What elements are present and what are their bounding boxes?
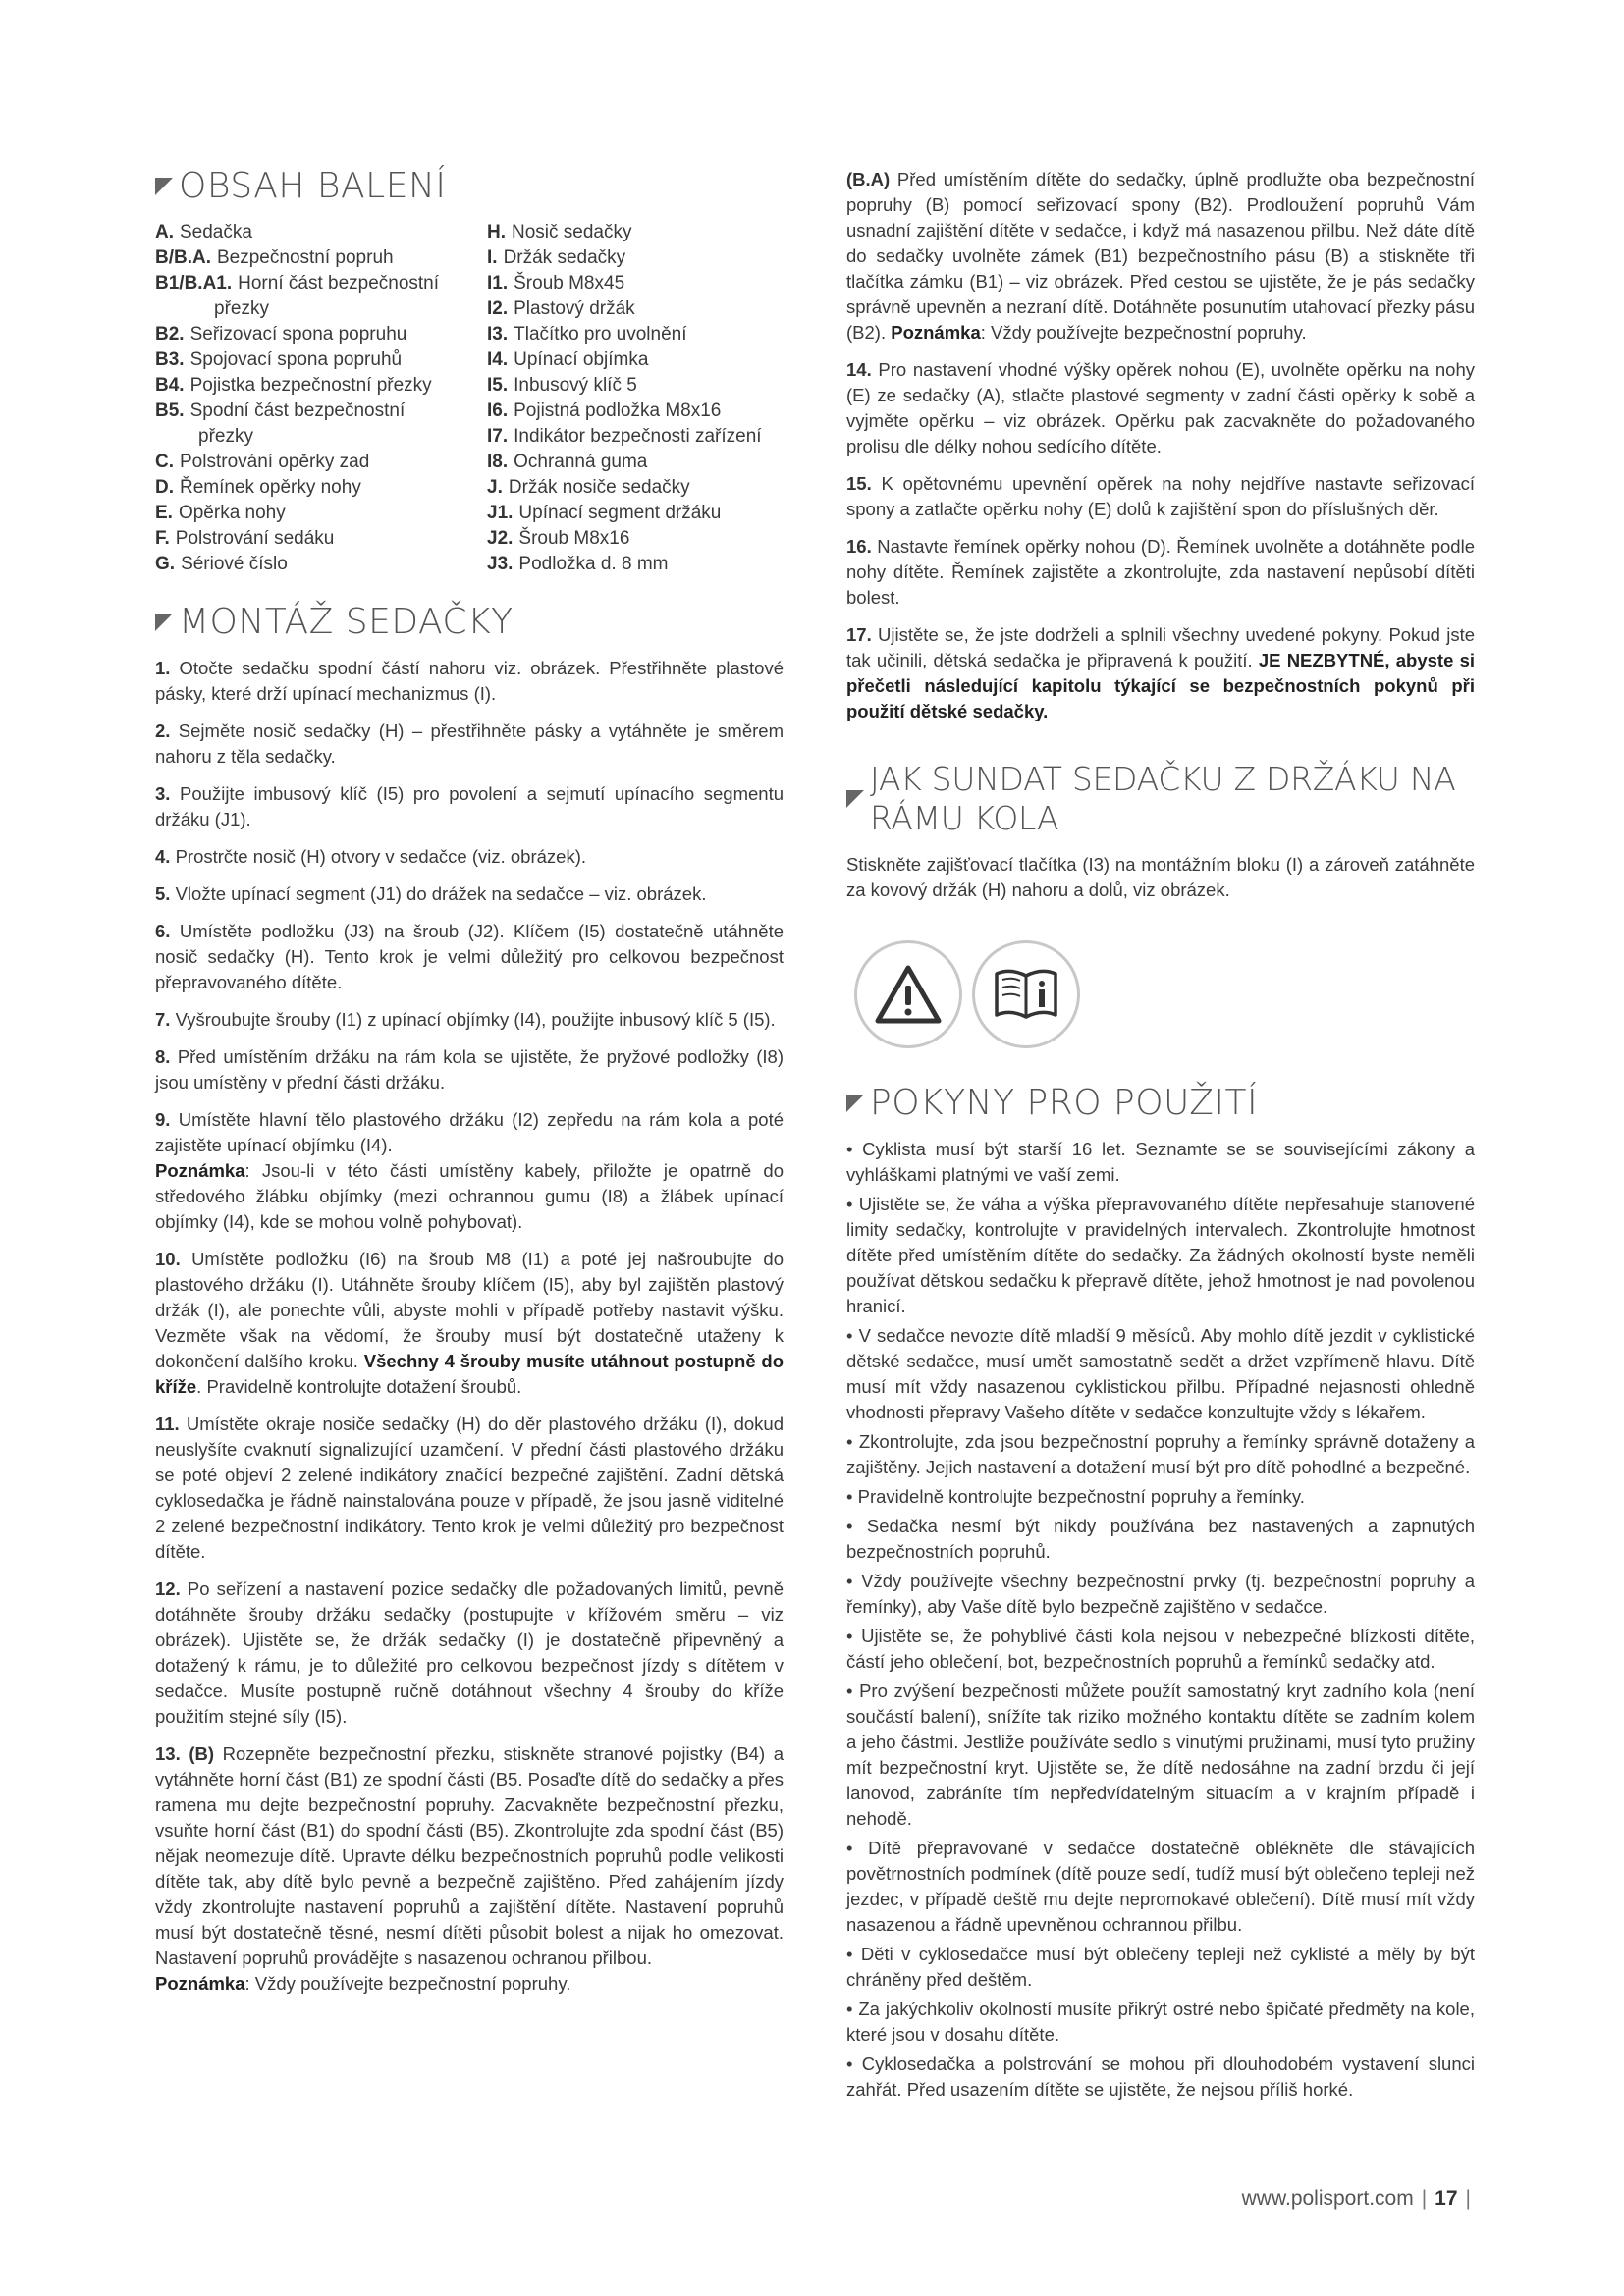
list-item: H. Nosič sedačky [487,222,632,242]
left-column [155,167,784,2008]
list-item: • Za jakýchkoliv okolností musíte přikrýt ostré nebo špičaté předměty na kole, které jsou v dosahu dítěte. [846,1999,1475,2045]
triangle-bullet-icon [846,1095,864,1112]
list-item: I1. Šroub M8x45 [487,273,625,294]
list-item: F. Polstrování sedáku [155,528,335,549]
contents-heading: OBSAH BALENÍ [155,167,784,206]
list-item: B1/B.A1. Horní část bezpečnostní [155,273,440,294]
list-item: • Sedačka nesmí být nikdy používána bez nastavených a zapnutých bezpečnostních popruhů. [846,1516,1475,1562]
list-item: I2. Plastový držák [487,298,635,319]
step-4: 4. Prostrčte nosič (H) otvory v sedačce (viz. obrázek). [155,846,587,867]
list-item: • Pro zvýšení bezpečnosti můžete použít samostatný kryt zadního kola (není součástí balení), snížíte tak riziko možného kontaktu dítěte se zadním kolem a jeho částmi. Jestliže používáte sedlo s vinutými pružinami, musí tyto pružiny mít bezpečnostní kryt. Ujistěte se, že dítě nedosáhne na zadní brzdu či její lanovod, zabráníte tím nepředvídatelným situacím a v krajním případě i nehodě. [846,1681,1475,1829]
contents-list-left [155,220,487,577]
list-item: • Zkontrolujte, zda jsou bezpečnostní popruhy a řemínky správně dotaženy a zajištěny. Jejich nastavení a dotažení musí být pro dítě pohodlné a bezpečné. [846,1431,1475,1477]
step-2: 2. Sejměte nosič sedačky (H) – přestřihněte pásky a vytáhněte je směrem nahoru z těla sedačky. [155,721,784,767]
assembly-heading: MONTÁŽ SEDAČKY [155,603,784,642]
usage-heading: POKYNY PRO POUŽITÍ [846,1084,1475,1123]
footer-separator: | [1465,2187,1471,2210]
step-16: 16. Nastavte řemínek opěrky nohou (D). Řemínek uvolněte a dotáhněte podle nohy dítěte. Řemínek zajistěte a zkontrolujte, zda nastavení nepůsobí dítěti bolest. [846,536,1475,608]
contents-list [155,220,784,577]
step-14: 14. Pro nastavení vhodné výšky opěrek nohou (E), uvolněte opěrku na nohy (E) ze sedačky (A), stlačte plastové segmenty v zadní části opěrky k sobě a vyjměte opěrku – viz obrázek. Opěrku pak zacvakněte do požadovaného prolisu dle délky nohou sedícího dítěte. [846,359,1476,456]
list-item: J1. Upínací segment držáku [487,503,722,523]
list-item: I4. Upínací objímka [487,349,649,370]
list-item: G. Sériové číslo [155,554,288,574]
step-10: 10. Umístěte podložku (I6) na šroub M8 (I1) a poté jej našroubujte do plastového držáku (I). Utáhněte šrouby klíčem (I5), aby byl zajištěn plastový držák (I), ale ponechte vůli, abyste mohli v případě potřeby nastavit výšku. Vezměte však na vědomí, že šrouby musí být dostatečně utaženy k dokončení dalšího kroku. Všechny 4 šrouby musíte utáhnout postupně do kříže. Pravidelně kontrolujte dotažení šroubů. [155,1249,785,1397]
website-link[interactable]: www.polisport.com [1241,2187,1414,2210]
list-item: B/B.A. Bezpečnostní popruh [155,247,394,268]
step-11: 11. Umístěte okraje nosiče sedačky (H) do děr plastového držáku (I), dokud neuslyšíte cvaknutí signalizující uzamčení. V přední části plastového držáku se poté objeví 2 zelené indikátory značící bezpečné zajištění. Zadní dětská cyklosedačka je řádně nainstalována pouze v případě, že jsou jasně viditelné 2 zelené bezpečnostní indikátory. Tento krok je velmi důležitý pro bezpečnost dítěte. [155,1414,784,1562]
triangle-bullet-icon [155,614,173,631]
list-item: • Vždy používejte všechny bezpečnostní prvky (tj. bezpečnostní popruhy a řemínky), aby Vaše dítě bylo bezpečně zajištěno v sedačce. [846,1571,1475,1617]
list-item-continuation: přezky [214,298,269,319]
list-item: B4. Pojistka bezpečnostní přezky [155,375,432,396]
contents-list-right [487,220,782,577]
list-item: • Ujistěte se, že váha a výška přepravovaného dítěte nepřesahuje stanovené limity sedačky, kontrolujte v pravidelných intervalech. Zkontrolujte hmotnost dítěte před umístěním dítěte do sedačky. Za žádných okolností byste neměli používat dětskou sedačku k přepravě dítěte, jehož hmotnost je nad povolenou hranicí. [846,1194,1475,1316]
right-column [846,167,1475,2107]
list-item: • Cyklista musí být starší 16 let. Seznamte se se souvisejícími zákony a vyhláškami platnými ve vaší zemi. [846,1139,1475,1185]
step-17: 17. Ujistěte se, že jste dodrželi a splnili všechny uvedené pokyny. Pokud jste tak učinili, dětská sedačka je připravená k použití. JE NEZBYTNÉ, abyste si přečetli následující kapitolu týkající se bezpečnostních pokynů při použití dětské sedačky. [846,624,1476,721]
step-ba: (B.A) Před umístěním dítěte do sedačky, úplně prodlužte oba bezpečnostní popruhy (B) pomocí seřizovací spony (B2). Prodloužení popruhů Vám usnadní zajištění dítěte v sedačce, i když má nasazenou přilbu. Než dáte dítě do sedačky uvolněte zámek (B1) bezpečnostního pásu (B) a stiskněte tři tlačítka zámku (B1) – viz obrázek. Před cestou se ujistěte, že je pás sedačky správně upevněn a nezraní dítě. Dotáhněte posunutím utahovací přezky pásu (B2). Poznámka: Vždy používejte bezpečnostní popruhy. [846,169,1475,343]
list-item: • V sedačce nevozte dítě mladší 9 měsíců. Aby mohlo dítě jezdit v cyklistické dětské sedačce, musí umět samostatně sedět a držet vzpřímeně hlavu. Dítě musí mít vždy nasazenou cyklistickou přilbu. Případné nejasnosti ohledně vhodnosti přepravy Vašeho dítěte v sedačce konzultujte vždy s lékařem. [846,1325,1475,1422]
list-item: I8. Ochranná guma [487,452,648,472]
list-item: C. Polstrování opěrky zad [155,452,370,472]
list-item: • Dítě přepravované v sedačce dostatečně oblékněte dle stávajících povětrnostních podmínek (dítě pouze sedí, tudíž musí být oblečeno tepleji než jezdec, v případě deště mu dejte nepromokavé oblečení). Dítě musí mít vždy nasazenou a řádně upevněnou ochrannou přilbu. [846,1838,1475,1935]
step-7: 7. Vyšroubujte šrouby (I1) z upínací objímky (I4), použijte inbusový klíč 5 (I5). [155,1009,776,1030]
triangle-bullet-icon [846,790,864,808]
step-5: 5. Vložte upínací segment (J1) do drážek na sedačce – viz. obrázek. [155,883,707,904]
list-item: J2. Šroub M8x16 [487,528,630,549]
page-number: 17 [1435,2187,1458,2210]
list-item: I3. Tlačítko pro uvolnění [487,324,687,345]
list-item: I7. Indikátor bezpečnosti zařízení [487,426,762,447]
list-item: • Ujistěte se, že pohyblivé části kola nejsou v nebezpečné blízkosti dítěte, částí jeho oblečení, bot, bezpečnostních popruhů a řemínků sedačky atd. [846,1626,1475,1672]
list-item: B3. Spojovací spona popruhů [155,349,403,370]
step-15: 15. K opětovnému upevnění opěrek na nohy nejdříve nastavte seřizovací spony a zatlačte opěrku nohy (E) dolů k zajištění spon do příslušných děr. [846,473,1475,519]
remove-text: Stiskněte zajišťovací tlačítka (I3) na montážním bloku (I) a zároveň zatáhněte za kovový držák (H) nahoru a dolů, viz obrázek. [846,854,1475,900]
step-6: 6. Umístěte podložku (J3) na šroub (J2). Klíčem (I5) dostatečně utáhněte nosič sedačky (H). Tento krok je velmi důležitý pro celkovou bezpečnost přepravovaného dítěte. [155,921,784,992]
list-item: • Cyklosedačka a polstrování se mohou při dlouhodobém vystavení slunci zahřát. Před usazením dítěte se ujistěte, že nejsou příliš horké. [846,2054,1475,2100]
step-8: 8. Před umístěním držáku na rám kola se ujistěte, že pryžové podložky (I8) jsou umístěny v přední části držáku. [155,1046,784,1093]
list-item: A. Sedačka [155,222,252,242]
list-item: I. Držák sedačky [487,247,626,268]
list-item: • Děti v cyklosedačce musí být oblečeny tepleji než cyklisté a měly by být chráněny před deštěm. [846,1944,1475,1990]
usage-list [846,1137,1475,2103]
step-9: 9. Umístěte hlavní tělo plastového držáku (I2) zepředu na rám kola a poté zajistěte upínací objímku (I4). Poznámka: Jsou-li v této části umístěny kabely, přiložte je opatrně do středového žlábku objímky (mezi ochrannou gumu (I8) a žlábek upínací objímky (I4), kde se mohou volně pohybovat). [155,1109,784,1232]
list-item-continuation: přezky [198,426,253,447]
list-item: B2. Seřizovací spona popruhu [155,324,407,345]
footer-separator: | [1421,2187,1428,2210]
remove-heading: JAK SUNDAT SEDAČKU Z DRŽÁKU NA RÁMU KOLA [846,760,1475,838]
list-item: J3. Podložka d. 8 mm [487,554,669,574]
list-item: I6. Pojistná podložka M8x16 [487,400,722,421]
triangle-bullet-icon [155,178,173,195]
list-item: E. Opěrka nohy [155,503,286,523]
step-1: 1. Otočte sedačku spodní částí nahoru viz. obrázek. Přestřihněte plastové pásky, které drží upínací mechanizmus (I). [155,658,785,704]
page-footer [1242,2187,1471,2211]
list-item: D. Řemínek opěrky nohy [155,477,361,498]
list-item: • Pravidelně kontrolujte bezpečnostní popruhy a řemínky. [846,1486,1305,1507]
warning-triangle-icon [854,940,962,1048]
list-item: B5. Spodní část bezpečnostní [155,400,406,421]
list-item: I5. Inbusový klíč 5 [487,375,637,396]
pictograms [854,940,1475,1048]
step-13: 13. (B) Rozepněte bezpečnostní přezku, stiskněte stranové pojistky (B4) a vytáhněte horní část (B1) ze spodní části (B5. Posaďte dítě do sedačky a přes ramena mu dejte bezpečnostní popruhy. Zacvakněte bezpečnostní přezku, vsuňte horní část (B1) do spodní části (B5). Zkontrolujte zda spodní část (B5) nějak neomezuje dítě. Upravte délku bezpečnostních popruhů podle velikosti dítěte tak, aby dítě bylo pevně a bezpečně zajištěno. Před zahájením jízdy vždy zkontrolujte nastavení popruhů a zajištění dítěte. Nastavení popruhů musí být dostatečně těsné, nesmí dítěti působit bolest a nijak ho omezovat. Nastavení popruhů provádějte s nasazenou ochranou přilbou. Poznámka: Vždy používejte bezpečnostní popruhy. [155,1743,785,1994]
list-item: J. Držák nosiče sedačky [487,477,690,498]
read-manual-icon [972,940,1080,1048]
step-12: 12. Po seřízení a nastavení pozice sedačky dle požadovaných limitů, pevně dotáhněte šrouby držáku sedačky (postupujte v křížovém směru – viz obrázek). Ujistěte se, že držák sedačky (I) je dostatečně připevněný a dotažený k rámu, je to důležité pro celkovou bezpečnost jízdy s dítětem v sedačce. Musíte postupně ručně dotáhnout všechny 4 šrouby do kříže použitím stejné síly (I5). [155,1578,785,1727]
step-3: 3. Použijte imbusový klíč (I5) pro povolení a sejmutí upínacího segmentu držáku (J1). [155,783,785,829]
